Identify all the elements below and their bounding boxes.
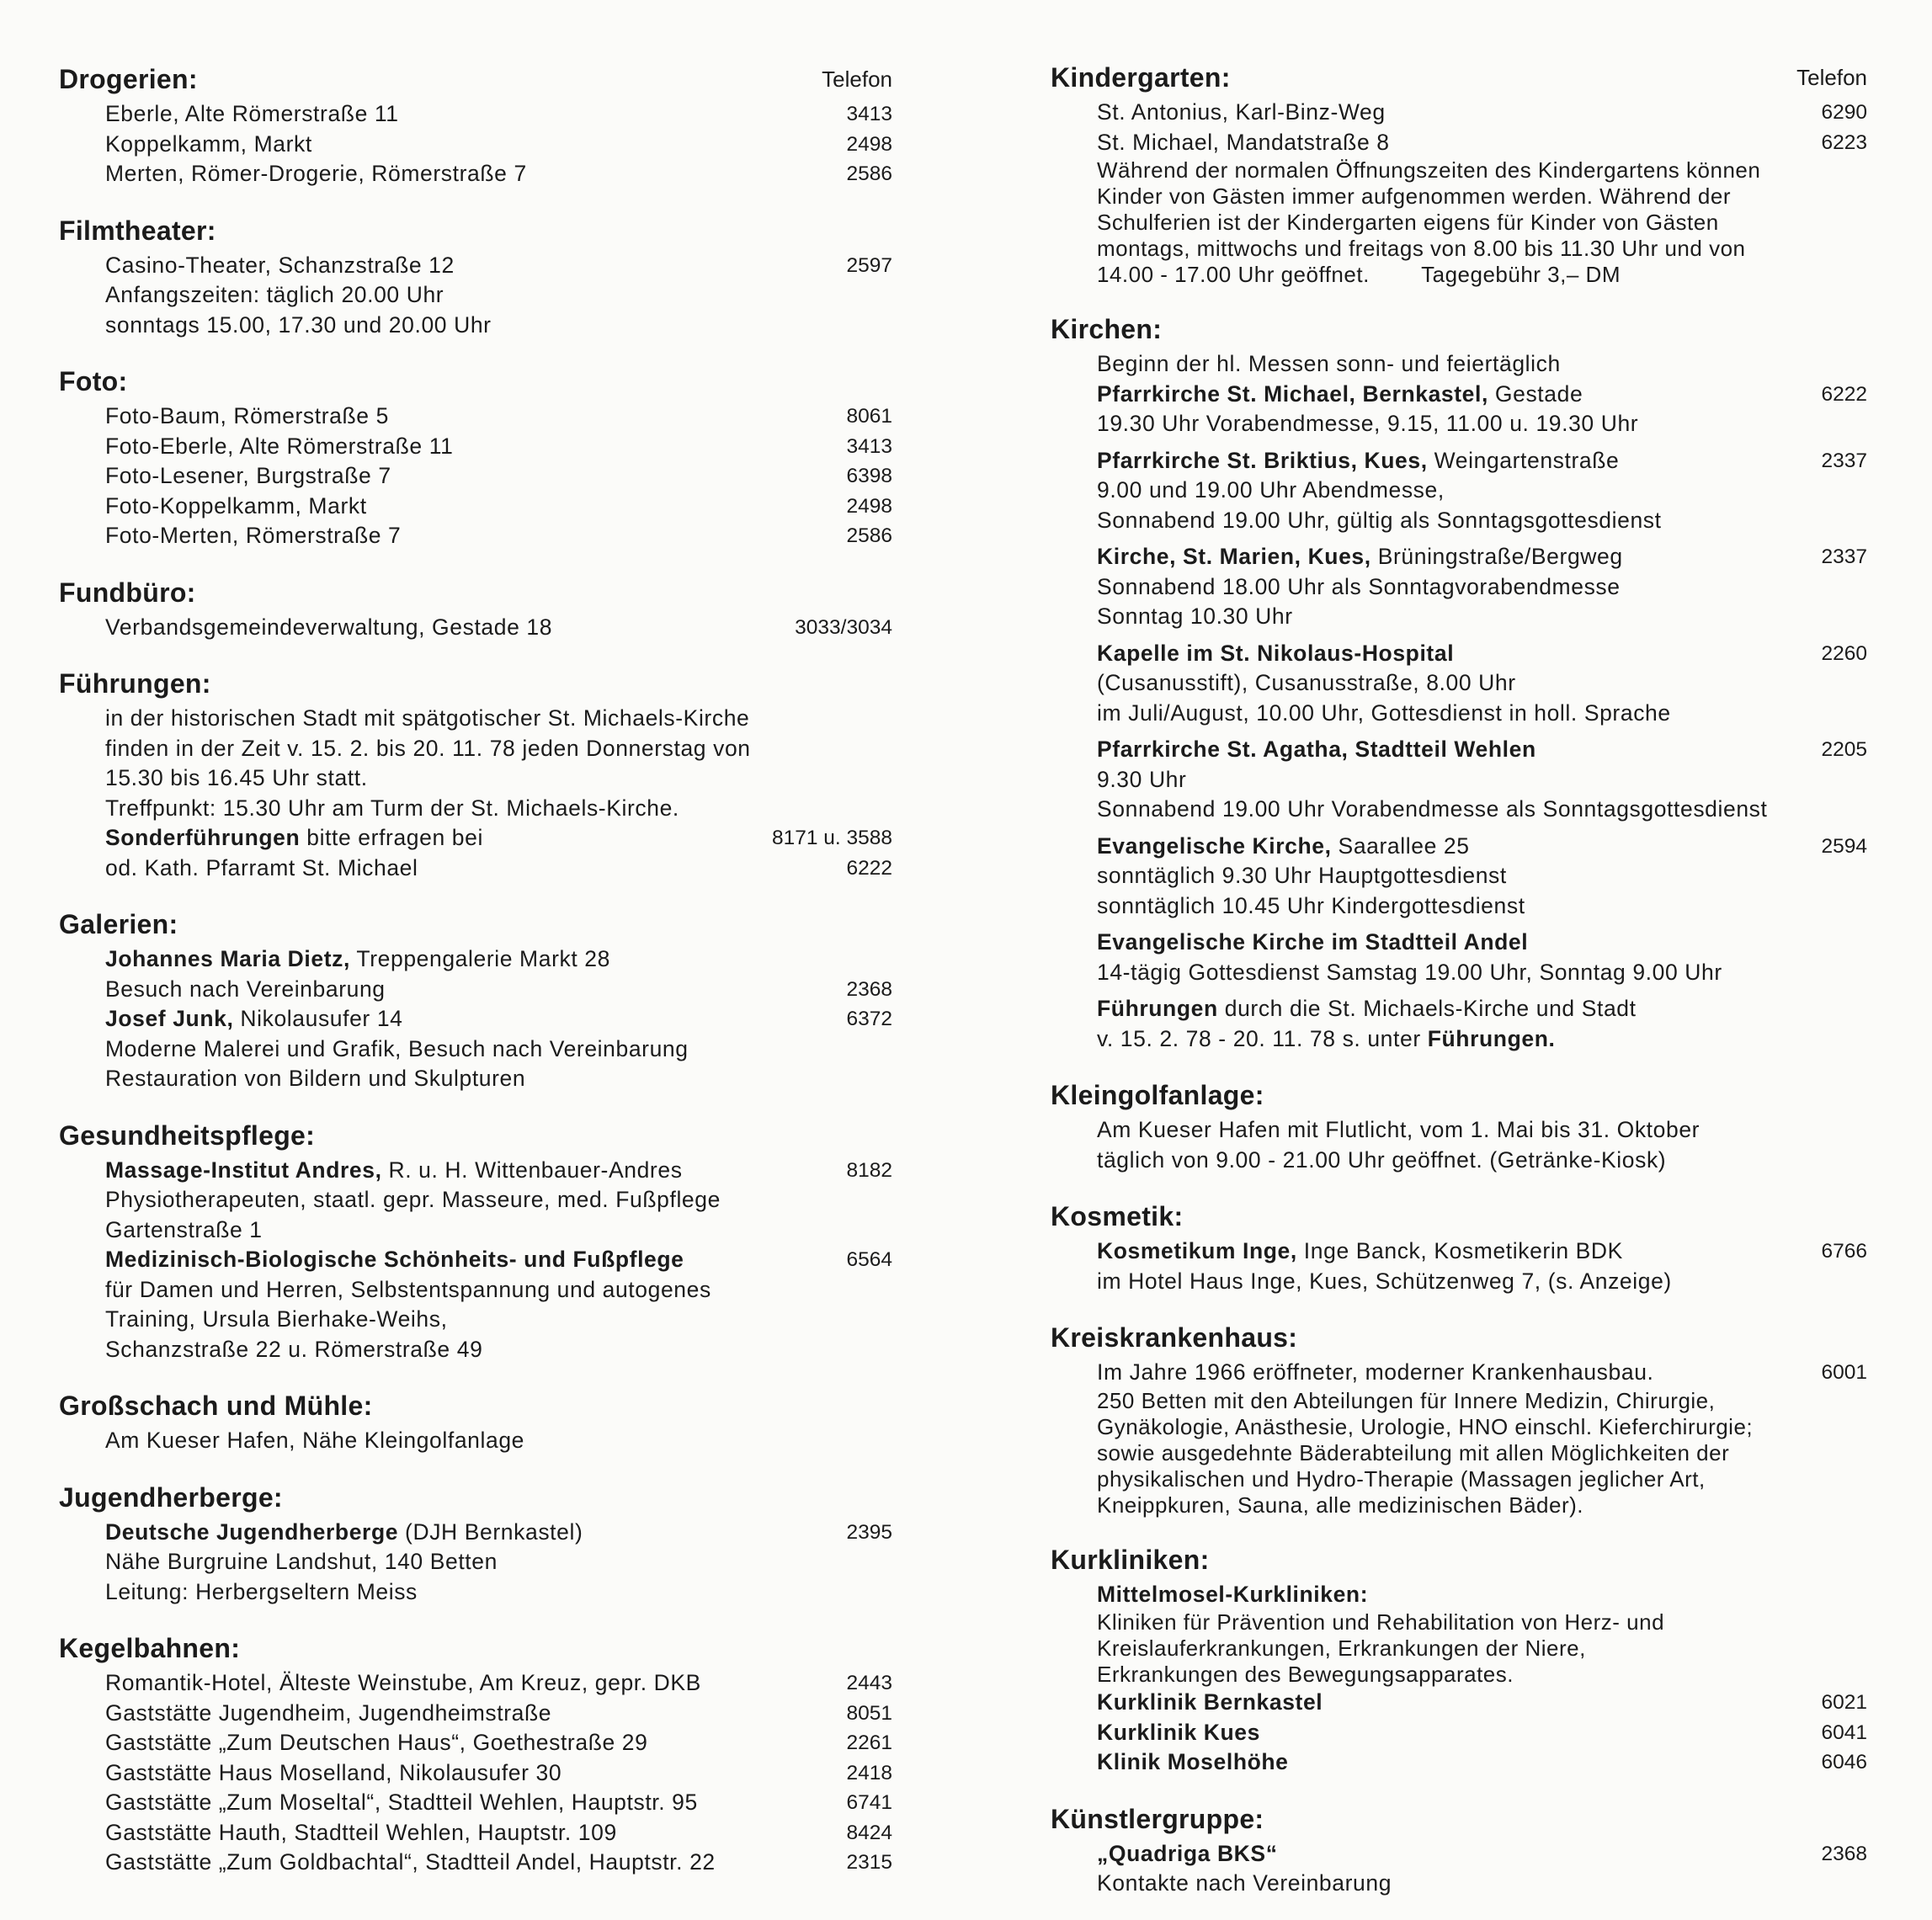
entry-name: Pfarrkirche St. Agatha, Stadtteil Wehlen [1097,737,1536,762]
section [59,59,892,189]
right-column [1051,57,1867,1920]
entry-text: Gaststätte „Zum Moseltal“, Stadtteil Wehlen, Hauptstr. 95 [105,1790,698,1815]
entry-line [1097,639,1867,669]
spacer [1097,921,1867,928]
section-header [1051,57,1867,98]
section-header [1051,1540,1867,1580]
section-title: Gesundheitspflege: [59,1120,316,1151]
entry-line [1097,128,1867,158]
entry-text: 9.00 und 19.00 Uhr Abendmesse, [1097,477,1445,503]
entry-text: Koppelkamm, Markt [105,130,312,157]
entry-line [1097,1839,1867,1869]
section [59,1477,892,1608]
entry-line [105,1004,892,1034]
phone-number: 2498 [846,132,892,156]
entry-text: od. Kath. Pfarramt St. Michael [105,854,418,880]
phone-number: 2315 [846,1851,892,1874]
section-title: Filmtheater: [59,215,216,246]
section-header [1051,1799,1867,1839]
phone-number: 2395 [846,1520,892,1544]
entry-text: für Damen und Herren, Selbstentspannung und autogenes [105,1276,711,1302]
phone-number: 6766 [1821,1240,1867,1263]
phone-number: 6372 [846,1008,892,1030]
entry-line [105,1728,892,1758]
section [1051,57,1867,288]
entry-text: Foto-Lesener, Burgstraße 7 [105,463,391,488]
section [59,663,892,883]
section-header [59,210,892,251]
telefon-label: Telefon [822,66,892,92]
entry-text: Treppengalerie Markt 28 [349,946,610,971]
spacer [1097,987,1867,994]
entry-line [105,251,892,281]
entry-name: Führungen [1097,996,1218,1021]
entry-name: Klinik Moselhöhe [1097,1749,1289,1774]
phone-number: 6564 [846,1248,892,1271]
entry-name: Kosmetikum Inge, [1097,1238,1297,1263]
entry-text: v. 15. 2. 78 - 20. 11. 78 s. unter [1097,1025,1428,1051]
entry-line [1097,1146,1867,1176]
entry-line [105,1245,892,1275]
section-title: Großschach und Mühle: [59,1391,373,1421]
entry-line [1097,476,1867,506]
entry-text: St. Michael, Mandatstraße 8 [1097,129,1390,155]
phone-number: 6741 [846,1791,892,1814]
section [59,904,892,1094]
entry-text: Brüningstraße/Bergweg [1370,544,1623,569]
entry-line [105,1518,892,1548]
section-header [1051,1196,1867,1237]
phone-number: 2368 [846,977,892,1001]
entry-line [105,763,892,794]
entry-line [1097,699,1867,729]
entry-name: Medizinisch-Biologische Schönheits- und Fußpflege [105,1247,684,1272]
section-entries [1051,349,1867,1054]
entry-text: Am Kueser Hafen mit Flutlicht, vom 1. Mai bis 31. Oktober [1097,1117,1700,1142]
section-paragraph [1051,1388,1863,1518]
section-entries [59,1426,892,1456]
phone-number: 2418 [846,1761,892,1784]
section-entries [59,99,892,189]
paragraph-line: Kneippkuren, Sauna, alle medizinischen Bäder). [1097,1492,1584,1518]
section [1051,1317,1867,1518]
entry-line [1097,958,1867,988]
entry-text: im Hotel Haus Inge, Kues, Schützenweg 7, (s. Anzeige) [1097,1268,1672,1294]
phone-number: 2337 [1821,449,1867,472]
entry-text: Weingartenstraße [1427,447,1620,473]
entry-text: im Juli/August, 10.00 Uhr, Gottesdienst in holl. Sprache [1097,699,1671,726]
entry-name: Evangelische Kirche, [1097,832,1332,859]
entry-line [105,975,892,1005]
spacer [1097,535,1867,542]
entry-text: Im Jahre 1966 eröffneter, moderner Krankenhausbau. [1097,1359,1654,1385]
phone-number: 2498 [846,494,892,518]
entry-text: täglich von 9.00 - 21.00 Uhr geöffnet. (Getränke-Kiosk) [1097,1146,1667,1173]
entry-name: Josef Junk, [105,1006,234,1031]
entry-text: Eberle, Alte Römerstraße 11 [105,101,399,126]
entry-line [105,1668,892,1699]
phone-number: 2261 [846,1731,892,1754]
entry-text: Saarallee 25 [1331,832,1470,859]
entry-line [1097,891,1867,922]
section-paragraph [1051,1609,1863,1688]
entry-line [105,280,892,311]
entry-text: Gestade [1488,380,1583,407]
section-title: Künstlergruppe: [1051,1803,1264,1834]
entry-line [1097,861,1867,891]
entry-name: Sonderführungen [105,825,301,850]
entry-line [105,1818,892,1848]
entry-text: Sonnabend 19.00 Uhr, gültig als Sonntagsgottesdienst [1097,507,1662,533]
entry-text: Besuch nach Vereinbarung [105,976,386,1002]
entry-line [105,944,892,975]
section-header [1051,309,1867,349]
section-header [59,572,892,613]
section-title: Jugendherberge: [59,1481,283,1513]
entry-line [105,1156,892,1186]
entry-line [1097,832,1867,862]
section-header [59,1385,892,1426]
section-entries [1051,1358,1867,1388]
section-header [59,1477,892,1518]
paragraph-line: Kinder von Gästen immer aufgenommen werden. Während der [1097,183,1731,209]
entry-text: Merten, Römer-Drogerie, Römerstraße 7 [105,161,527,186]
entry-text: Physiotherapeuten, staatl. gepr. Masseure, med. Fußpflege [105,1187,721,1212]
section [1051,1540,1867,1778]
section-title: Galerien: [59,909,178,939]
entry-name: Kapelle im St. Nikolaus-Hospital [1097,640,1455,666]
spacer [1097,439,1867,446]
phone-number: 2594 [1821,834,1867,858]
entry-text: 19.30 Uhr Vorabendmesse, 9.15, 11.00 u. 19.30 Uhr [1097,411,1639,436]
paragraph-line: Erkrankungen des Bewegungsapparates. [1097,1662,1514,1687]
entry-text: 9.30 Uhr [1097,766,1187,792]
section-header [1051,1317,1867,1358]
section-entries [1051,98,1867,157]
entry-text: Treffpunkt: 15.30 Uhr am Turm der St. Michaels-Kirche. [105,795,679,821]
entry-text: Schanzstraße 22 u. Römerstraße 49 [105,1336,483,1362]
entry-line [105,99,892,130]
entry-text: Nikolausufer 14 [233,1006,403,1031]
entry-line [1097,1718,1867,1748]
entry-text: Foto-Koppelkamm, Markt [105,492,367,519]
entry-line [105,402,892,432]
section-title: Kirchen: [1051,314,1163,344]
section-header [59,361,892,402]
entry-line [1097,409,1867,439]
entry-line [105,854,892,884]
paragraph-line: Während der normalen Öffnungszeiten des Kindergartens können [1097,157,1761,183]
paragraph-line: Kliniken für Prävention und Rehabilitation von Herz- und [1097,1609,1665,1635]
entry-line [1097,735,1867,765]
entry-text: sonntäglich 10.45 Uhr Kindergottesdienst [1097,892,1525,918]
entry-line [1097,1358,1867,1388]
phone-number: 3033/3034 [795,615,892,639]
phone-number: 2586 [846,162,892,185]
section-header [59,904,892,944]
section-title: Kurkliniken: [1051,1544,1210,1575]
entry-line [1097,1267,1867,1297]
paragraph-line: physikalischen und Hydro-Therapie (Massagen jeglicher Art, [1097,1465,1706,1492]
entry-text: bitte erfragen bei [300,825,483,850]
entry-line [105,521,892,551]
section-entries [59,944,892,1094]
entry-line [1097,1747,1867,1778]
phone-number: 6046 [1821,1751,1867,1774]
section-entries [59,402,892,551]
section [1051,1075,1867,1175]
entry-line [105,704,892,734]
entry-name: „Quadriga BKS“ [1097,1840,1278,1866]
entry-text: Restauration von Bildern und Skulpturen [105,1066,526,1091]
entry-text: durch die St. Michaels-Kirche und Stadt [1217,996,1637,1021]
entry-line [1097,1024,1867,1055]
phone-number: 8424 [846,1821,892,1844]
section [59,1385,892,1456]
entry-text: Anfangszeiten: täglich 20.00 Uhr [105,282,444,307]
phone-number: 3413 [846,434,892,458]
entry-text: St. Antonius, Karl-Binz-Weg [1097,99,1386,125]
entry-line [1097,994,1867,1024]
entry-line [1097,542,1867,572]
section-entries [1051,1839,1867,1899]
entry-text: Gaststätte „Zum Deutschen Haus“, Goethestraße 29 [105,1730,648,1755]
entry-line [105,1848,892,1878]
entry-text: Moderne Malerei und Grafik, Besuch nach Vereinbarung [105,1035,689,1061]
entry-line [1097,446,1867,476]
entry-text: Foto-Baum, Römerstraße 5 [105,403,389,428]
phone-number: 6223 [1821,130,1867,154]
entry-text: Casino-Theater, Schanzstraße 12 [105,252,455,278]
phone-number: 2586 [846,524,892,547]
paragraph-line: Schulferien ist der Kindergarten eigens für Kinder von Gästen [1097,210,1719,235]
entry-line [1097,795,1867,825]
entry-line [1097,380,1867,410]
section-title: Drogerien: [59,64,198,94]
entry-line [105,794,892,824]
entry-line [105,159,892,189]
entry-text: Nähe Burgruine Landshut, 140 Betten [105,1549,498,1574]
entry-line [1097,1115,1867,1146]
entry-reference: Führungen. [1427,1025,1556,1051]
entry-name: Pfarrkirche St. Michael, Bernkastel, [1097,380,1488,407]
section [1051,309,1867,1054]
entry-line [1097,1580,1867,1610]
entry-line [105,1699,892,1729]
section-entries [59,251,892,341]
paragraph-line: 250 Betten mit den Abteilungen für Innere Medizin, Chirurgie, [1097,1387,1716,1413]
spacer [1097,728,1867,735]
section-title: Kosmetik: [1051,1201,1184,1231]
entry-name: Kirche, St. Marien, Kues, [1097,544,1371,569]
entry-text: Sonntag 10.30 Uhr [1097,604,1293,629]
entry-text: in der historischen Stadt mit spätgotischer St. Michaels-Kirche [105,705,750,731]
section-entries [1051,1115,1867,1175]
entry-text: 14-tägig Gottesdienst Samstag 19.00 Uhr, Sonntag 9.00 Uhr [1097,959,1722,985]
entry-line [105,1185,892,1215]
phone-number: 8051 [846,1701,892,1725]
entry-line [105,1426,892,1456]
section-header [1051,1075,1867,1115]
entry-line [1097,928,1867,958]
section [59,572,892,643]
phone-number: 2260 [1821,641,1867,665]
section-entries [1051,1237,1867,1296]
spacer [1097,825,1867,832]
phone-number: 6001 [1821,1361,1867,1384]
section-header [59,663,892,704]
section-paragraph [1051,157,1863,288]
entry-line [105,1577,892,1608]
section [59,1628,892,1878]
entry-text: Training, Ursula Bierhake-Weihs, [105,1306,448,1332]
entry-line [105,1547,892,1577]
phone-number: 6222 [846,856,892,880]
section-title: Foto: [59,366,128,396]
entry-name: Mittelmosel-Kurkliniken: [1097,1581,1369,1607]
entry-text: (Cusanusstift), Cusanusstraße, 8.00 Uhr [1097,670,1516,695]
entry-text: Gaststätte Hauth, Stadtteil Wehlen, Hauptstr. 109 [105,1819,617,1845]
entry-line [105,613,892,643]
section-title: Kegelbahnen: [59,1633,241,1663]
entry-name: Kurklinik Kues [1097,1719,1260,1745]
section [1051,1196,1867,1296]
phone-number: 6222 [1821,382,1867,406]
paragraph-line: Gynäkologie, Anästhesie, Urologie, HNO einschl. Kieferchirurgie; [1097,1413,1754,1439]
entry-line [105,1758,892,1789]
entry-line [1097,1869,1867,1899]
entry-line [1097,1237,1867,1267]
phone-number: 2205 [1821,738,1867,761]
entry-text: Foto-Eberle, Alte Römerstraße 11 [105,433,454,459]
entry-text: Sonnabend 18.00 Uhr als Sonntagvorabendmesse [1097,573,1621,599]
phone-number: 8171 u. 3588 [771,827,892,849]
entry-text: sonntags 15.00, 17.30 und 20.00 Uhr [105,311,492,338]
section-title: Kindergarten: [1051,62,1231,93]
phone-number: 2443 [846,1672,892,1694]
section-entries [1051,1688,1867,1778]
entry-text: Inge Banck, Kosmetikerin BDK [1296,1238,1623,1263]
entry-line [105,1064,892,1094]
entry-name: Kurklinik Bernkastel [1097,1689,1323,1715]
phone-number: 6041 [1821,1721,1867,1744]
entry-name: Pfarrkirche St. Briktius, Kues, [1097,447,1428,473]
left-column [59,59,892,1899]
entry-line [105,1034,892,1065]
section-title: Kleingolfanlage: [1051,1080,1264,1110]
entry-line [105,1335,892,1365]
entry-line [105,1788,892,1818]
entry-line [1097,668,1867,699]
entry-line [1097,506,1867,536]
entry-line [105,1305,892,1335]
entry-line [1097,349,1867,380]
entry-line [105,734,892,764]
phone-number: 6021 [1821,1691,1867,1714]
entry-line [105,492,892,522]
section-header [59,1628,892,1668]
entry-line [105,311,892,341]
entry-line [1097,765,1867,795]
entry-text: Gaststätte „Zum Goldbachtal“, Stadtteil Andel, Hauptstr. 22 [105,1849,716,1875]
entry-line [105,130,892,160]
phone-number: 8182 [846,1158,892,1182]
section-title: Führungen: [59,668,211,699]
entry-text: Gaststätte Haus Moselland, Nikolausufer 30 [105,1759,562,1785]
entry-text: Beginn der hl. Messen sonn- und feiertäglich [1097,351,1561,376]
phone-number: 2368 [1821,1842,1867,1865]
section [1051,1799,1867,1899]
entry-line [1097,602,1867,632]
entry-text: R. u. H. Wittenbauer-Andres [381,1157,683,1183]
phone-number: 3413 [846,103,892,125]
entry-text: Sonnabend 19.00 Uhr Vorabendmesse als Sonntagsgottesdienst [1097,796,1768,822]
entry-text: sonntäglich 9.30 Uhr Hauptgottesdienst [1097,863,1507,888]
entry-text: finden in der Zeit v. 15. 2. bis 20. 11. 78 jeden Donnerstag von [105,735,751,761]
paragraph-line: 14.00 - 17.00 Uhr geöffnet. Tagegebühr 3,– DM [1097,262,1621,287]
section [59,361,892,551]
phone-number: 2337 [1821,545,1867,568]
entry-line [1097,98,1867,128]
phone-number: 6398 [846,465,892,487]
entry-name: Massage-Institut Andres, [105,1157,382,1183]
entry-text: Kontakte nach Vereinbarung [1097,1870,1392,1896]
entry-name: Johannes Maria Dietz, [105,946,350,971]
entry-text: Am Kueser Hafen, Nähe Kleingolfanlage [105,1428,525,1453]
section [59,1115,892,1365]
section-title: Kreiskrankenhaus: [1051,1322,1298,1353]
entry-text: Gaststätte Jugendheim, Jugendheimstraße [105,1699,552,1726]
entry-line [105,823,892,854]
spacer [1097,632,1867,639]
section-header [59,59,892,99]
entry-line [1097,572,1867,603]
entry-text: Foto-Merten, Römerstraße 7 [105,523,402,548]
entry-name: Deutsche Jugendherberge [105,1518,399,1545]
entry-text: 15.30 bis 16.45 Uhr statt. [105,765,368,790]
phone-number: 8061 [846,405,892,428]
entry-line [105,1275,892,1306]
entry-text: (DJH Bernkastel) [398,1518,583,1545]
section-entries [59,704,892,883]
phone-number: 6290 [1821,101,1867,124]
section-title: Fundbüro: [59,577,196,608]
entry-text: Verbandsgemeindeverwaltung, Gestade 18 [105,614,553,640]
telefon-label: Telefon [1796,65,1867,90]
paragraph-line: montags, mittwochs und freitags von 8.00 bis 11.30 Uhr und von [1097,236,1746,261]
paragraph-line: sowie ausgedehnte Bäderabteilung mit allen Möglichkeiten der [1097,1439,1730,1465]
section-entries [59,613,892,643]
section-entries [59,1668,892,1878]
entry-name: Evangelische Kirche im Stadtteil Andel [1097,929,1529,955]
section [59,210,892,341]
section-entries [1051,1580,1867,1610]
entry-line [105,432,892,462]
section-entries [59,1518,892,1608]
paragraph-line: Kreislauferkrankungen, Erkrankungen der Niere, [1097,1635,1586,1661]
entry-line [105,461,892,492]
entry-line [105,1215,892,1246]
entry-text: Leitung: Herbergseltern Meiss [105,1578,418,1604]
entry-line [1097,1688,1867,1718]
entry-text: Romantik-Hotel, Älteste Weinstube, Am Kreuz, gepr. DKB [105,1670,701,1695]
section-entries [59,1156,892,1365]
entry-text: Gartenstraße 1 [105,1216,263,1242]
phone-number: 2597 [846,253,892,277]
section-header [59,1115,892,1156]
